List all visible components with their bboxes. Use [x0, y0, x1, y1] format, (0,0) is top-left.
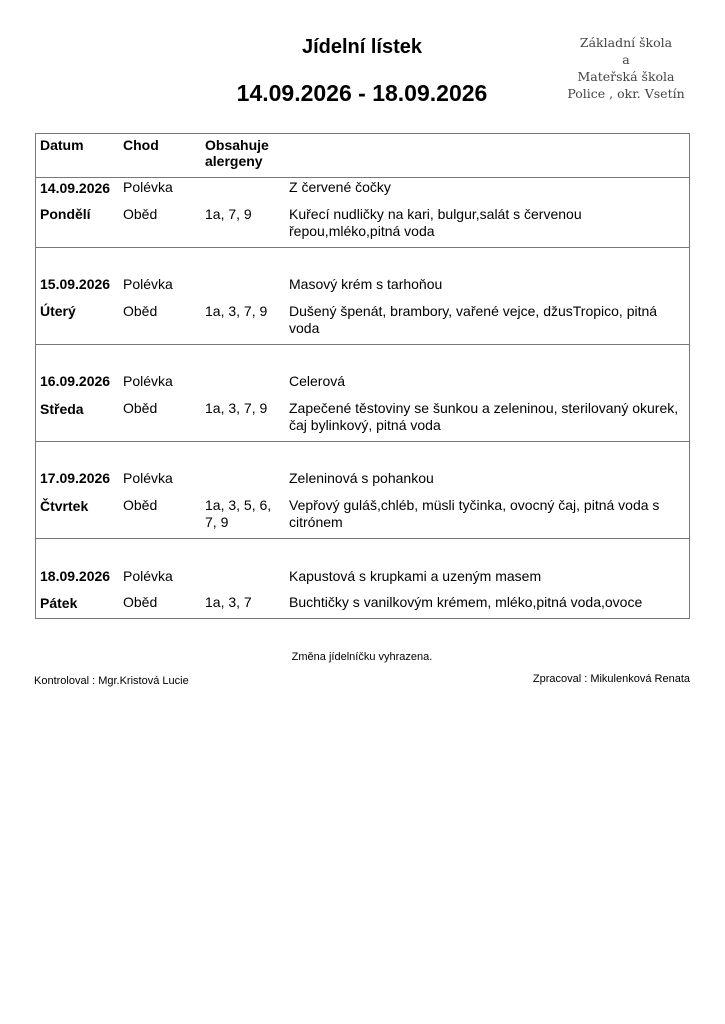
footer-note: Změna jídelníčku vyhrazena. [291, 651, 433, 663]
main-label: Oběd [123, 400, 158, 416]
menu-table [35, 133, 690, 619]
date-range: 14.09.2026 - 18.09.2026 [236, 80, 488, 106]
main-allergens: 1a, 7, 9 [205, 206, 252, 222]
school-line: a [622, 52, 630, 67]
day-date: 18.09.2026 [40, 568, 111, 584]
soup-label: Polévka [123, 373, 173, 389]
header-date: Datum [40, 137, 84, 153]
page-title: Jídelní lístek [301, 36, 423, 58]
main-allergens: 1a, 3, 7, 9 [205, 303, 268, 319]
day-weekday: Pondělí [40, 206, 91, 222]
soup-dish: Kapustová s krupkami a uzeným masem [289, 568, 542, 584]
day-row [36, 442, 689, 539]
school-line: Police , okr. Vsetín [567, 86, 685, 101]
main-allergens: 1a, 3, 7, 9 [205, 400, 268, 416]
day-row [36, 178, 689, 248]
soup-dish: Zeleninová s pohankou [289, 470, 434, 486]
soup-label: Polévka [123, 276, 173, 292]
main-dish: Zapečené těstoviny se šunkou a zeleninou, sterilovaný okurek, čaj bylinkový, pitná voda [289, 400, 679, 433]
main-label: Oběd [123, 594, 158, 610]
soup-label: Polévka [123, 470, 173, 486]
main-label: Oběd [123, 497, 158, 513]
main-dish: Kuřecí nudličky na kari, bulgur,salát s červenou řepou,mléko,pitná voda [289, 206, 582, 239]
main-allergens: 1a, 3, 5, 6, 7, 9 [205, 497, 272, 530]
day-row [36, 248, 689, 345]
day-date: 16.09.2026 [40, 373, 111, 389]
checked-by: Kontroloval : Mgr.Kristová Lucie [34, 675, 189, 687]
soup-label: Polévka [123, 179, 173, 195]
main-label: Oběd [123, 206, 158, 222]
day-weekday: Pátek [40, 595, 78, 611]
main-dish: Vepřový guláš,chléb, müsli tyčinka, ovocný čaj, pitná voda s citrónem [289, 497, 660, 530]
soup-dish: Masový krém s tarhoňou [289, 276, 443, 292]
day-date: 17.09.2026 [40, 470, 111, 486]
soup-label: Polévka [123, 568, 173, 584]
soup-dish: Z červené čočky [289, 179, 391, 195]
school-line: Mateřská škola [577, 69, 675, 84]
main-label: Oběd [123, 303, 158, 319]
main-dish: Buchtičky s vanilkovým krémem, mléko,pitná voda,ovoce [289, 594, 643, 610]
header-course: Chod [123, 137, 159, 153]
table-header [36, 134, 689, 178]
day-weekday: Středa [40, 401, 84, 417]
day-weekday: Čtvrtek [40, 498, 89, 514]
day-row [36, 345, 689, 442]
day-date: 15.09.2026 [40, 276, 111, 292]
day-row [36, 539, 689, 619]
soup-dish: Celerová [289, 373, 346, 389]
day-weekday: Úterý [40, 303, 76, 319]
main-dish: Dušený špenát, brambory, vařené vejce, džusTropico, pitná voda [289, 303, 658, 336]
header-allergens: Obsahuje alergeny [205, 137, 269, 169]
school-stamp [556, 34, 696, 102]
school-line: Základní škola [579, 35, 673, 50]
prepared-by: Zpracoval : Mikulenková Renata [532, 673, 690, 685]
main-allergens: 1a, 3, 7 [205, 594, 252, 610]
day-date: 14.09.2026 [40, 180, 111, 196]
